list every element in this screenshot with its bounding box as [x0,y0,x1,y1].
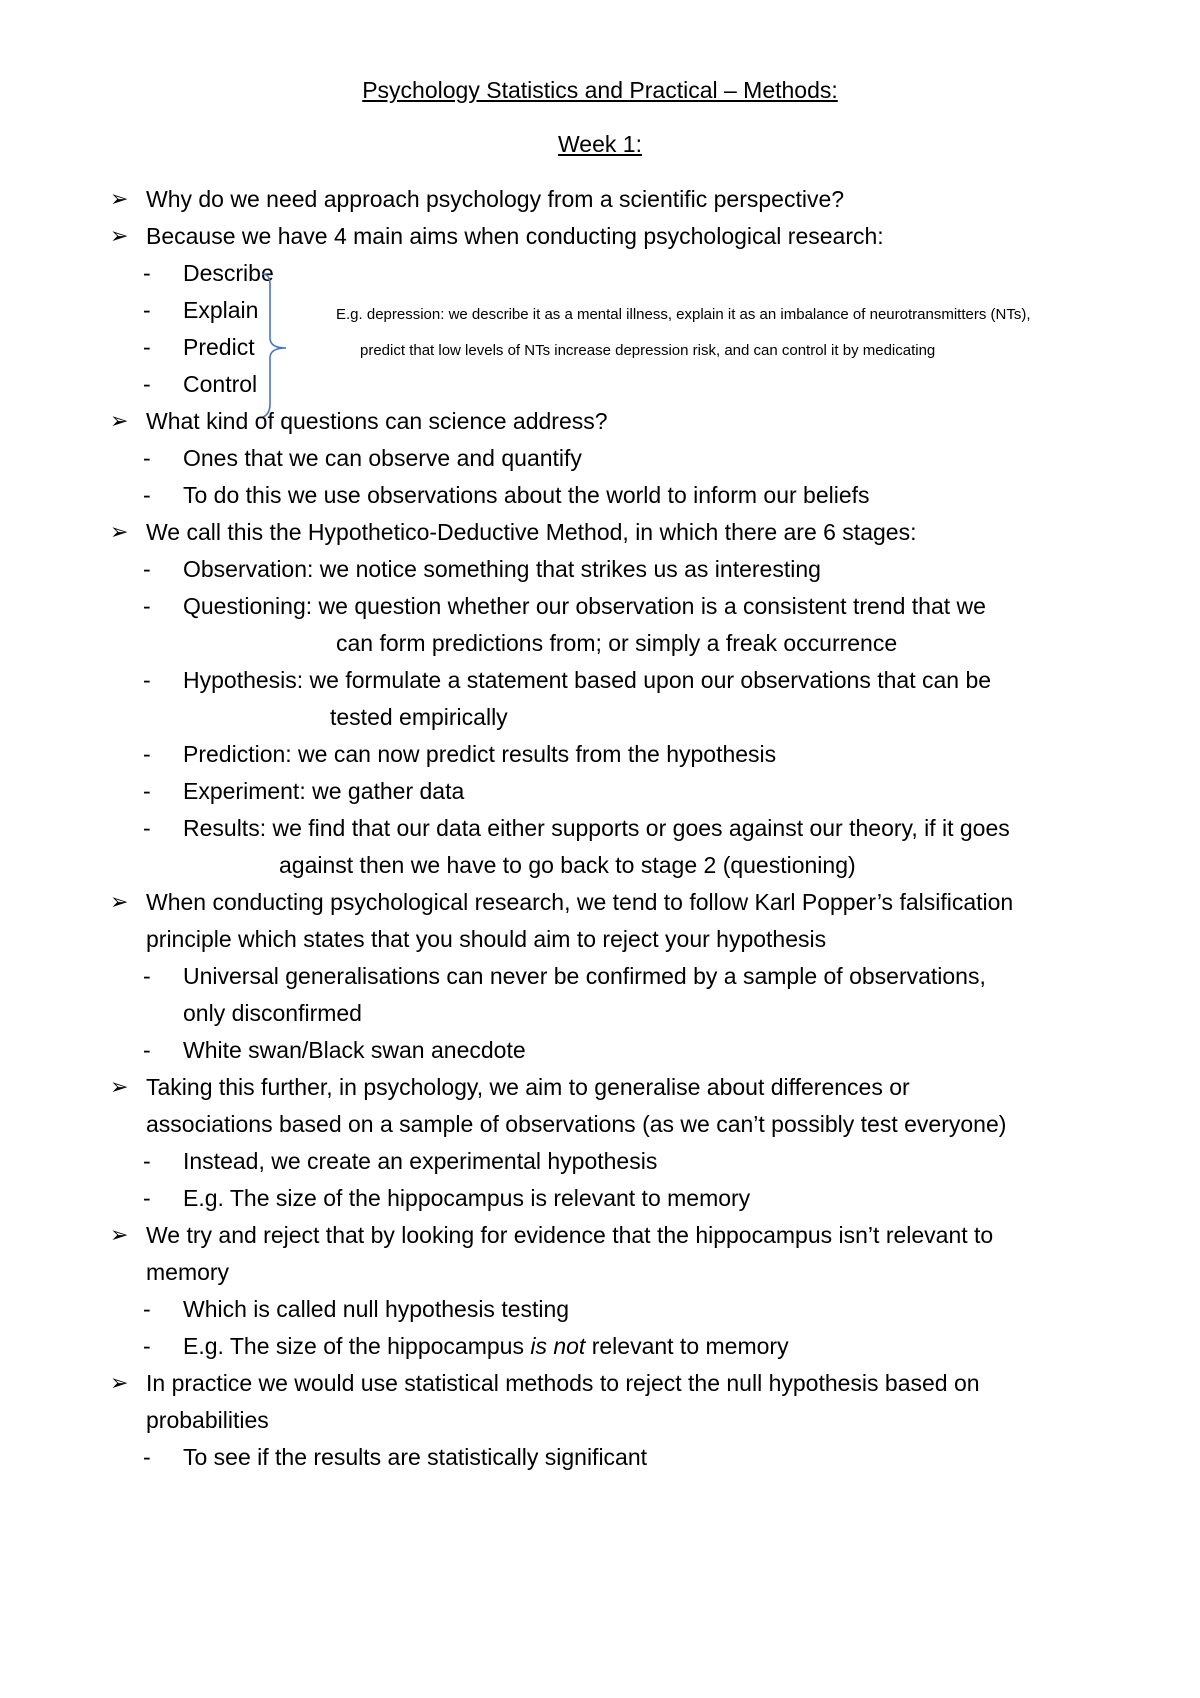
arrow-bullet-icon: ➢ [110,186,129,211]
dash-bullet-icon: - [143,815,151,841]
sub-bullet-text [183,1332,789,1360]
arrow-bullet-icon: ➢ [110,223,129,248]
dash-bullet-icon: - [143,963,151,989]
bullet-text: When conducting psychological research, we tend to follow Karl Popper’s falsification [146,889,1014,915]
arrow-bullet-icon: ➢ [110,1074,129,1099]
stage-item: Observation: we notice something that strikes us as interesting [183,556,821,582]
aim-item: Describe [183,260,274,286]
arrow-bullet-icon: ➢ [110,1222,129,1247]
bullet-text: What kind of questions can science address? [146,408,608,434]
sub-bullet-text: Which is called null hypothesis testing [183,1296,570,1322]
dash-bullet-icon: - [143,1444,151,1470]
stage-item-continuation: can form predictions from; or simply a freak occurrence [336,630,898,656]
dash-bullet-icon: - [143,260,151,286]
sub-bullet-text: Instead, we create an experimental hypothesis [183,1148,658,1174]
bullet-text-continuation: probabilities [146,1407,269,1433]
stage-item: Hypothesis: we formulate a statement based upon our observations that can be [183,667,992,693]
dash-bullet-icon: - [143,371,151,397]
dash-bullet-icon: - [143,1296,151,1322]
dash-bullet-icon: - [143,1185,151,1211]
dash-bullet-icon: - [143,445,151,471]
dash-bullet-icon: - [143,482,151,508]
bullet-text: Taking this further, in psychology, we aim to generalise about differences or [146,1074,910,1100]
dash-bullet-icon: - [143,667,151,693]
aim-item: Explain [183,297,259,323]
stage-item: Questioning: we question whether our observation is a consistent trend that we [183,593,986,619]
dash-bullet-icon: - [143,1148,151,1174]
bullet-text: In practice we would use statistical methods to reject the null hypothesis based on [146,1370,980,1396]
bullet-text: Because we have 4 main aims when conducting psychological research: [146,223,884,249]
bullet-text-continuation: memory [146,1259,230,1285]
arrow-bullet-icon: ➢ [110,889,129,914]
sub-bullet-text: White swan/Black swan anecdote [183,1037,526,1063]
bullet-text: We try and reject that by looking for evidence that the hippocampus isn’t relevant to [146,1222,994,1248]
aim-item: Control [183,371,258,397]
sub-bullet-text: Ones that we can observe and quantify [183,445,582,471]
dash-bullet-icon: - [143,778,151,804]
stage-item: Prediction: we can now predict results from the hypothesis [183,741,777,767]
dash-bullet-icon: - [143,1037,151,1063]
arrow-bullet-icon: ➢ [110,408,129,433]
document-title: Psychology Statistics and Practical – Methods: [362,77,838,103]
week-heading: Week 1: [558,131,642,157]
stage-item: Results: we find that our data either supports or goes against our theory, if it goes [183,815,1010,841]
arrow-bullet-icon: ➢ [110,1370,129,1395]
bullet-text: We call this the Hypothetico-Deductive Method, in which there are 6 stages: [146,519,917,545]
dash-bullet-icon: - [143,593,151,619]
example-note: predict that low levels of NTs increase depression risk, and can control it by medicating [360,342,936,359]
bullet-text-continuation: principle which states that you should aim to reject your hypothesis [146,926,827,952]
dash-bullet-icon: - [143,1333,151,1359]
text-run: relevant to memory [585,1333,789,1359]
stage-item: Experiment: we gather data [183,778,465,804]
sub-bullet-text: E.g. The size of the hippocampus is relevant to memory [183,1185,751,1211]
dash-bullet-icon: - [143,334,151,360]
stage-item-continuation: tested empirically [330,704,508,730]
bullet-text: Why do we need approach psychology from a scientific perspective? [146,186,845,212]
dash-bullet-icon: - [143,741,151,767]
sub-bullet-continuation: only disconfirmed [183,1000,362,1026]
sub-bullet-text: To do this we use observations about the world to inform our beliefs [183,482,870,508]
bullet-text-continuation: associations based on a sample of observations (as we can’t possibly test everyone) [146,1111,1007,1137]
sub-bullet-text: To see if the results are statistically significant [183,1444,648,1470]
curly-brace-icon [256,270,296,420]
stage-item-continuation: against then we have to go back to stage 2 (questioning) [279,852,856,878]
sub-bullet-text: Universal generalisations can never be confirmed by a sample of observations, [183,963,986,989]
arrow-bullet-icon: ➢ [110,519,129,544]
text-run: E.g. The size of the hippocampus [183,1333,531,1359]
aim-item: Predict [183,334,255,360]
dash-bullet-icon: - [143,297,151,323]
dash-bullet-icon: - [143,556,151,582]
example-note: E.g. depression: we describe it as a mental illness, explain it as an imbalance of neurotransmitters (NTs), [336,306,1031,323]
emphasis-text: is not [530,1333,586,1359]
